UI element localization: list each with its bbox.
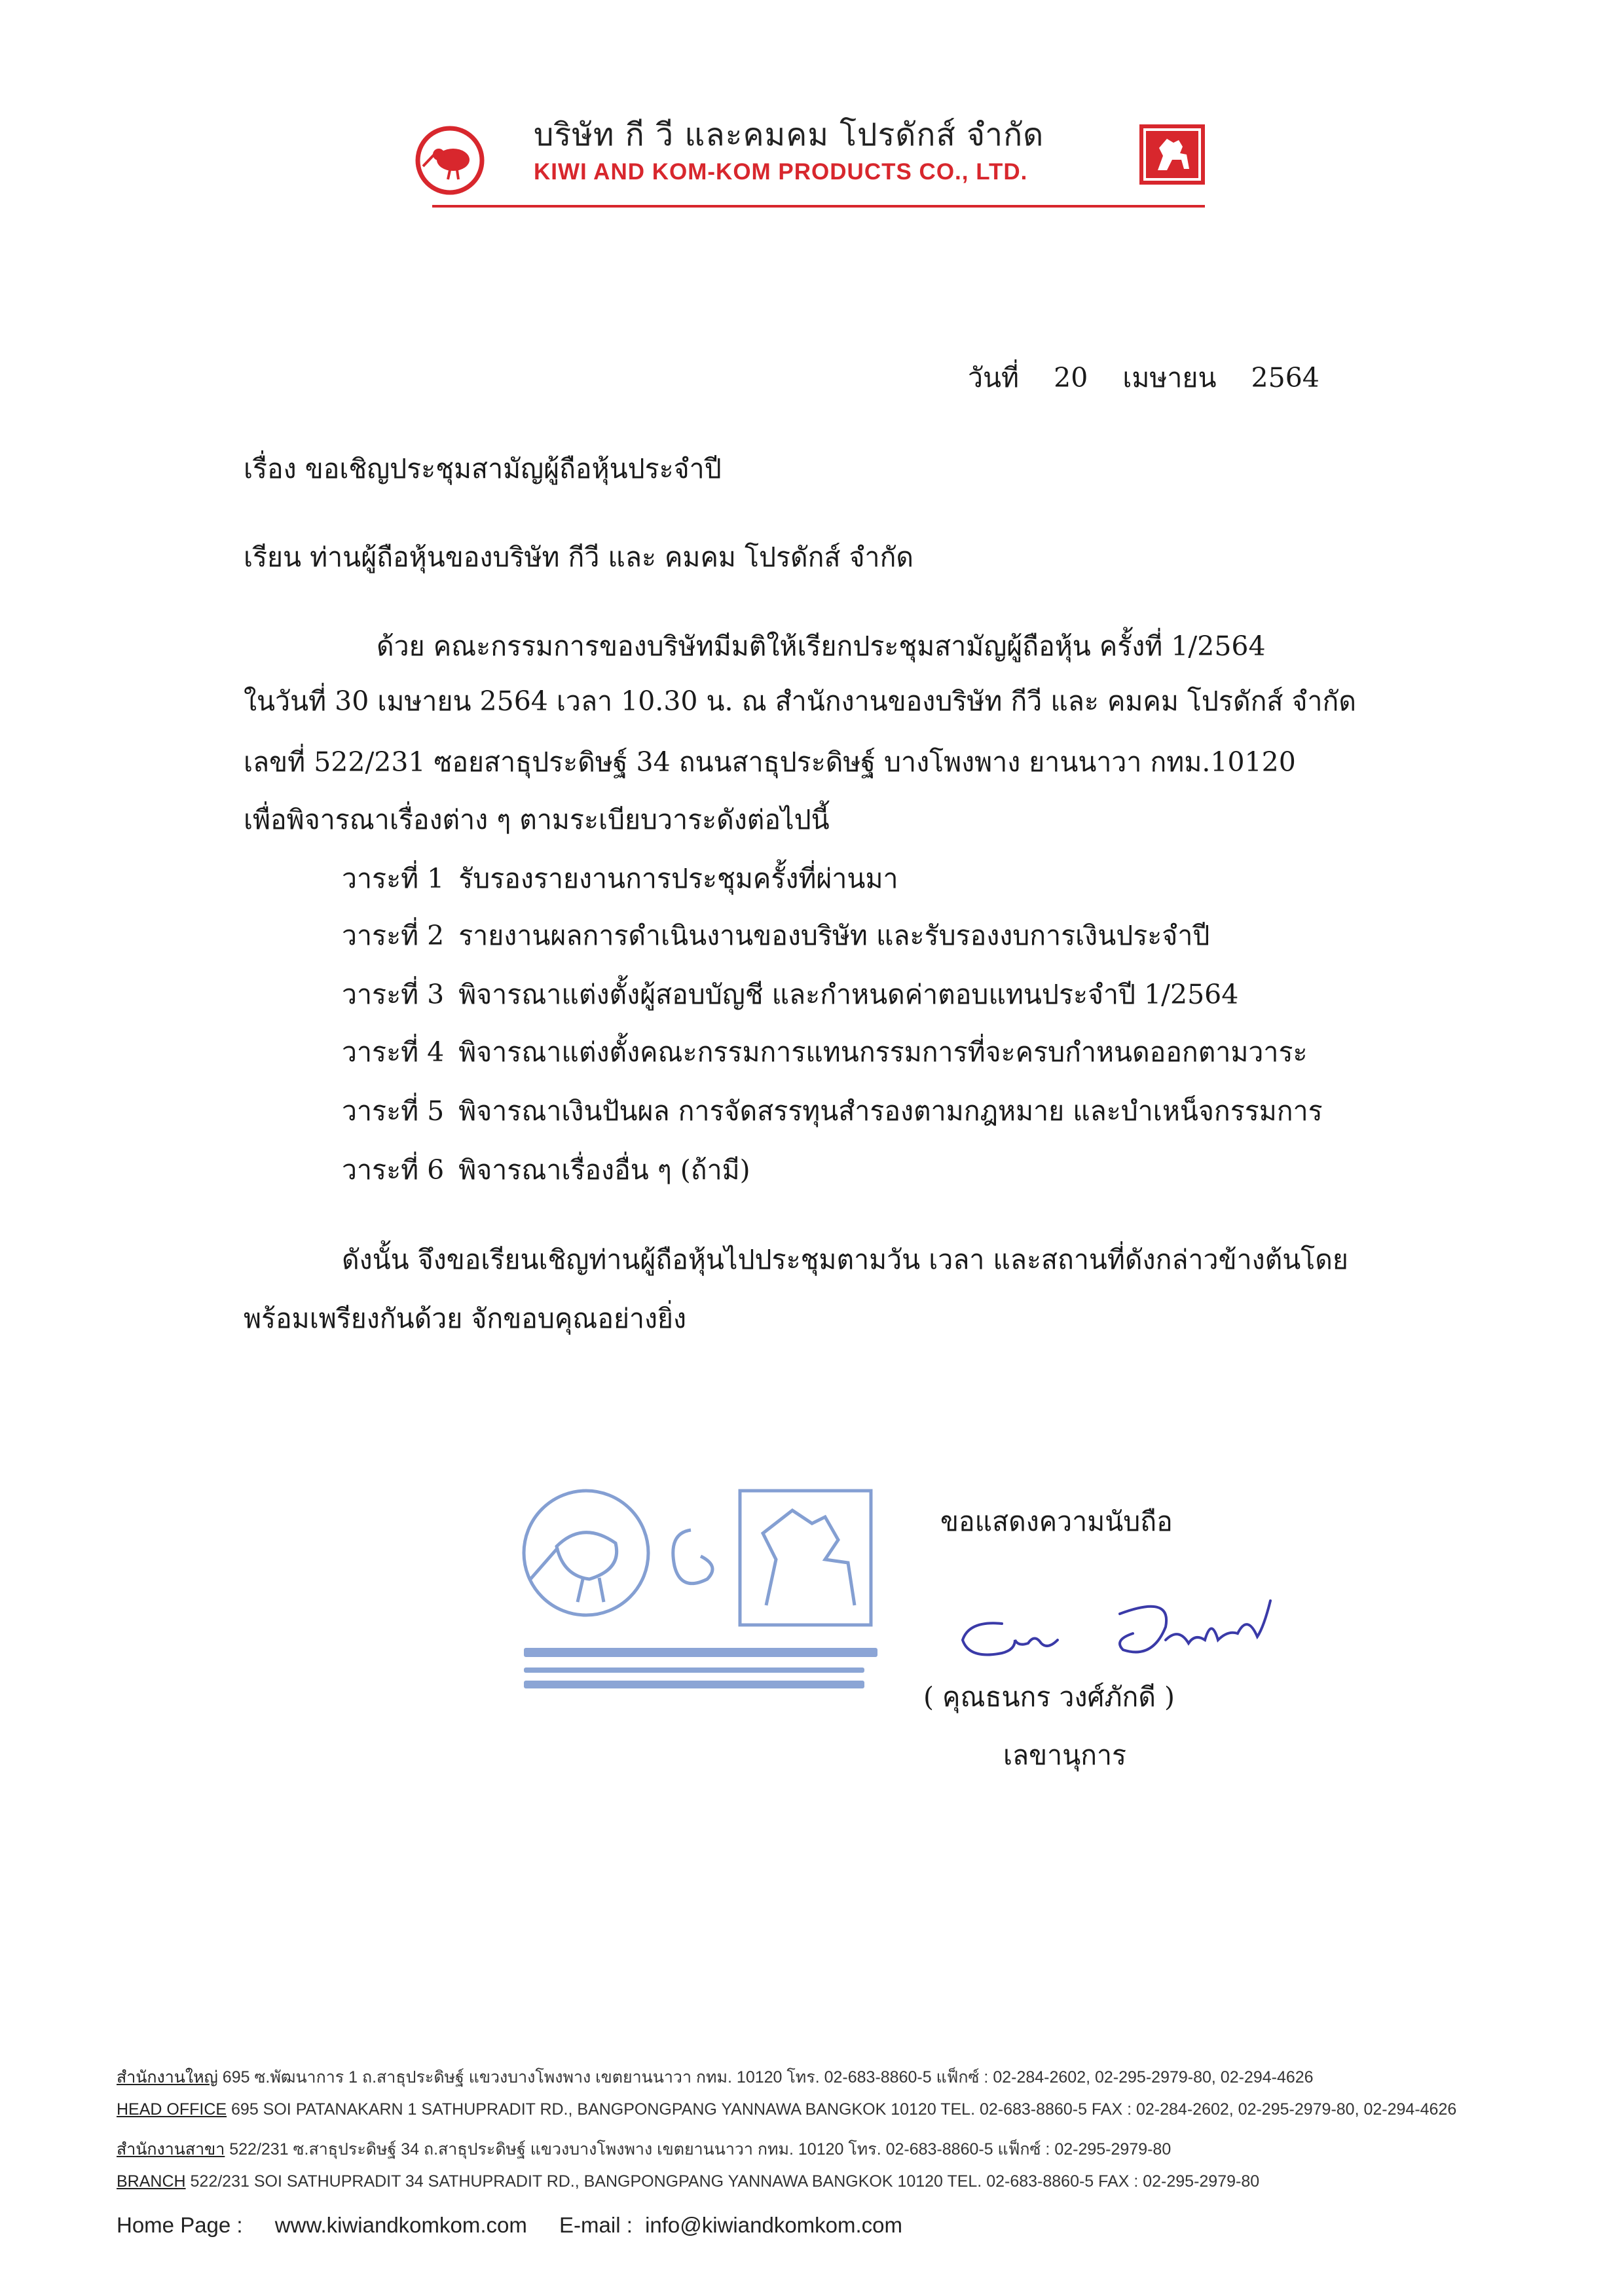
agenda-item [342,1036,1308,1068]
email-link[interactable]: info@kiwiandkomkom.com [645,2213,903,2237]
home-page-link[interactable]: www.kiwiandkomkom.com [274,2213,527,2237]
branch-english-label: BRANCH [117,2172,186,2191]
head-office-thai-label: สำนักงานใหญ่ [117,2068,218,2086]
handwritten-signature [956,1588,1310,1686]
agenda-text: พิจารณาเรื่องอื่น ๆ (ถ้ามี) [458,1154,750,1186]
letter-date [968,362,1346,394]
agenda-item [342,979,1238,1011]
branch-thai-label: สำนักงานสาขา [117,2140,225,2159]
footer-head-office-thai [117,2064,1314,2090]
horse-logo-icon [1139,124,1205,185]
intro-line-3: เลขที่ 522/231 ซอยสาธุประดิษฐ์ 34 ถนนสาธุประดิษฐ์ บางโพงพาง ยานนาวา กทม.10120 [244,746,1296,778]
signature-regards: ขอแสดงความนับถือ [940,1506,1173,1537]
agenda-number: วาระที่ 1 [342,863,445,894]
date-label: วันที่ [968,362,1020,393]
agenda-text: พิจารณาแต่งตั้งคณะกรรมการแทนกรรมการที่จะครบกำหนดออกตามวาระ [458,1036,1308,1068]
letter-subject: เรื่อง ขอเชิญประชุมสามัญผู้ถือหุ้นประจำปี [244,453,722,484]
company-stamp [517,1481,884,1710]
agenda-text: พิจารณาแต่งตั้งผู้สอบบัญชี และกำหนดค่าตอบแทนประจำปี 1/2564 [458,979,1239,1010]
closing-line-1: ดังนั้น จึงขอเรียนเชิญท่านผู้ถือหุ้นไปประชุมตามวัน เวลา และสถานที่ดังกล่าวข้างต้นโดย [342,1244,1348,1275]
head-office-english-address: 695 SOI PATANAKARN 1 SATHUPRADIT RD., BANGPONGPANG YANNAWA BANGKOK 10120 TEL. 02-683-8860-5 FAX : 02-284-2602, 02-295-2979-80, 02-294-4626 [227,2100,1457,2119]
intro-line-4: เพื่อพิจารณาเรื่องต่าง ๆ ตามระเบียบวาระดังต่อไปนี้ [244,804,830,835]
home-page-label: Home Page : [117,2213,243,2237]
signatory-name: ( คุณธนกร วงศ์ภักดี ) [923,1681,1175,1713]
agenda-number: วาระที่ 3 [342,979,445,1010]
footer-head-office-english [117,2100,1456,2119]
agenda-text: พิจารณาเงินปันผล การจัดสรรทุนสำรองตามกฎหมาย และบำเหน็จกรรมการ [458,1095,1323,1127]
footer-branch-thai [117,2136,1171,2162]
agenda-number: วาระที่ 4 [342,1036,445,1068]
agenda-number: วาระที่ 6 [342,1154,445,1186]
head-office-thai-address: 695 ซ.พัฒนาการ 1 ถ.สาธุประดิษฐ์ แขวงบางโพงพาง เขตยานนาวา กทม. 10120 โทร. 02-683-8860-5 แฟ็กซ์ : 02-284-2602, 02-295-2979-80, 02-294-4626 [217,2068,1314,2086]
closing-line-2: พร้อมเพรียงกันด้วย จักขอบคุณอย่างยิ่ง [244,1303,687,1334]
agenda-number: วาระที่ 5 [342,1095,445,1127]
company-name-thai: บริษัท กี วี และคมคม โปรดักส์ จำกัด [534,117,1044,153]
footer-branch-english [117,2172,1259,2191]
agenda-item [342,1154,750,1186]
date-year: 2564 [1251,362,1320,393]
signatory-position: เลขานุการ [1003,1740,1127,1771]
company-name-english: KIWI AND KOM-KOM PRODUCTS CO., LTD. [534,159,1028,185]
intro-line-1: ด้วย คณะกรรมการของบริษัทมีมติให้เรียกประชุมสามัญผู้ถือหุ้น ครั้งที่ 1/2564 [377,630,1266,662]
branch-english-address: 522/231 SOI SATHUPRADIT 34 SATHUPRADIT RD., BANGPONGPANG YANNAWA BANGKOK 10120 TEL. 02-683-8860-5 FAX : 02-295-2979-80 [185,2172,1260,2191]
head-office-english-label: HEAD OFFICE [117,2100,227,2119]
email-label: E-mail : [559,2213,633,2237]
letterhead-divider [432,205,1205,208]
kiwi-logo-icon [414,124,486,196]
footer-contact-row [117,2213,929,2238]
agenda-number: วาระที่ 2 [342,920,445,951]
branch-thai-address: 522/231 ซ.สาธุประดิษฐ์ 34 ถ.สาธุประดิษฐ์ แขวงบางโพงพาง เขตยานนาวา กทม. 10120 โทร. 02-683-8860-5 แฟ็กซ์ : 02-295-2979-80 [225,2140,1172,2159]
agenda-item [342,1095,1323,1127]
agenda-text: รับรองรายงานการประชุมครั้งที่ผ่านมา [458,863,898,894]
agenda-item [342,863,898,895]
agenda-item [342,920,1209,952]
agenda-text: รายงานผลการดำเนินงานของบริษัท และรับรองงบการเงินประจำปี [458,920,1210,951]
date-day: 20 [1054,362,1088,393]
intro-line-2: ในวันที่ 30 เมษายน 2564 เวลา 10.30 น. ณ สำนักงานของบริษัท กีวี และ คมคม โปรดักส์ จำกัด [244,685,1356,717]
letter-recipient: เรียน ท่านผู้ถือหุ้นของบริษัท กีวี และ คมคม โปรดักส์ จำกัด [244,541,914,573]
date-month: เมษายน [1122,362,1217,393]
